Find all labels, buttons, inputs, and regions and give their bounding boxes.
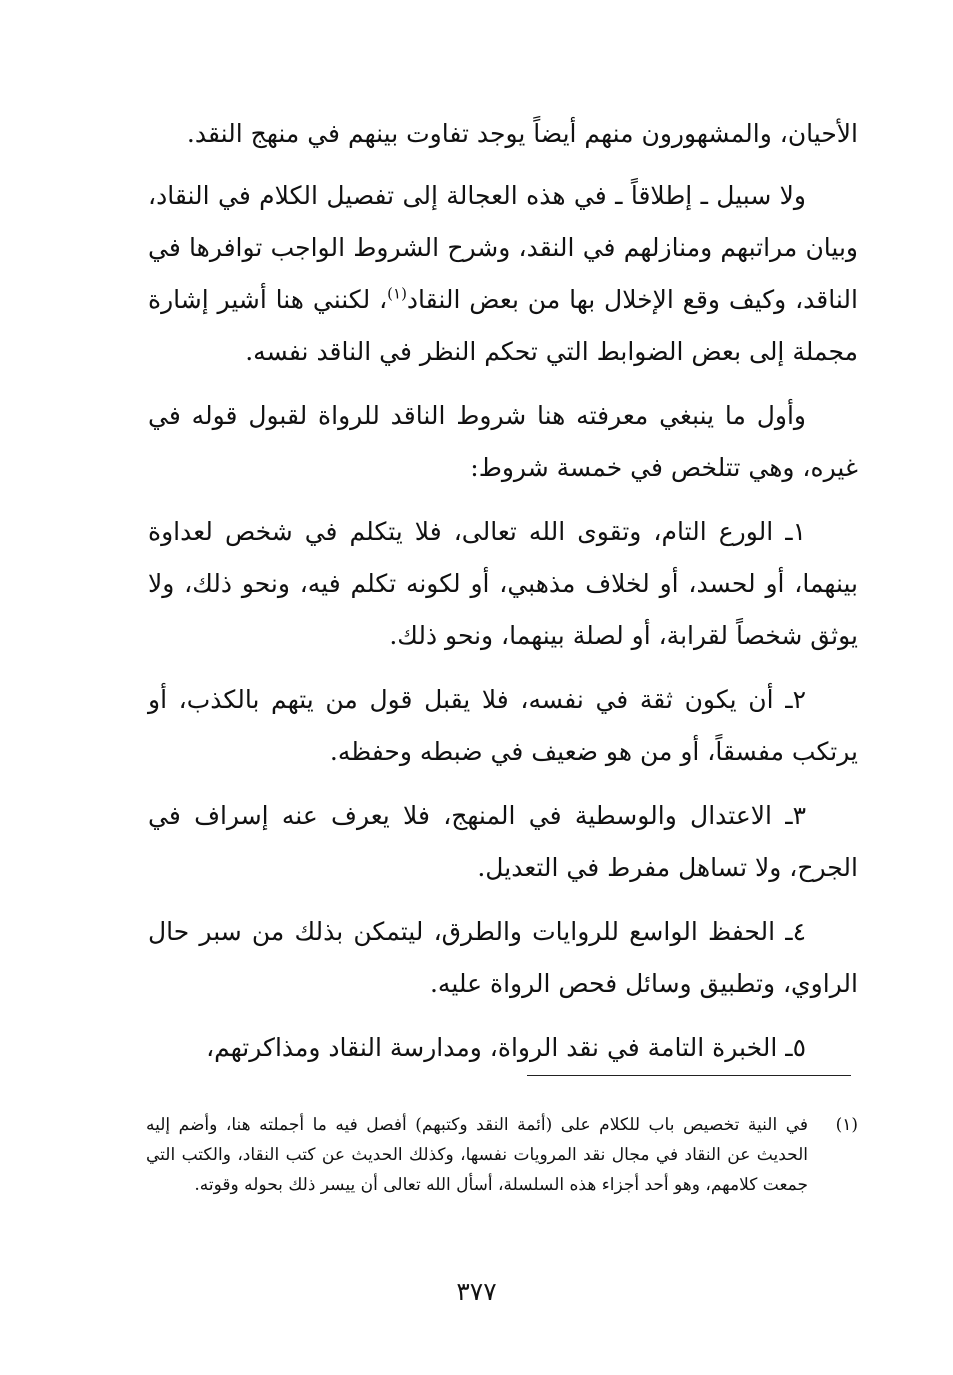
footnote-text: في النية تخصيص باب للكلام على (أئمة النقد وكتبهم) أفصل فيه ما أجملته هنا، وأضم إليه الحديث عن النقاد في مجال نقد المرويات نفسها، وكذلك الحديث عن كتب النقاد، والكتب التي جمعت كلامهم، وهو أحد أجزاء هذه السلسلة، أسأل الله تعالى أن ييسر ذلك بحوله وقوته.: [146, 1115, 808, 1195]
footnote-reference: (١): [387, 284, 407, 303]
footnote: [146, 1110, 858, 1200]
paragraph-2-tail: ، لكنني هنا أشير إشارة مجملة إلى بعض الضوابط التي تحكم النظر في الناقد نفسه.: [148, 285, 858, 366]
condition-1: ١ـ الورع التام، وتقوى الله تعالى، فلا يتكلم في شخص لعداوة بينهما، أو لحسد، أو لخلاف مذهبي، أو لكونه تكلم فيه، ونحو ذلك، ولا يوثق شخصاً لقرابة، أو لصلة بينهما، ونحو ذلك.: [148, 517, 858, 650]
paragraph-2-head: ولا سبيل ـ إطلاقاً ـ في هذه العجالة إلى تفصيل الكلام في النقاد، وبيان مراتبهم ومنازلهم في النقد، وشرح الشروط الواجب توافرها في الناقد، وكيف وقع الإخلال بها من بعض النقاد: [148, 181, 858, 314]
condition-3: ٣ـ الاعتدال والوسطية في المنهج، فلا يعرف عنه إسراف في الجرح، ولا تساهل مفرط في التعديل.: [148, 801, 858, 882]
main-text: [148, 108, 858, 1086]
footnote-marker: (١): [835, 1115, 858, 1135]
condition-4: ٤ـ الحفظ الواسع للروايات والطرق، ليتمكن بذلك من سبر حال الراوي، وتطبيق وسائل فحص الرواة عليه.: [148, 917, 858, 998]
paragraph-3: وأول ما ينبغي معرفته هنا شروط الناقد للرواة لقبول قوله في غيره، وهي تتلخص في خمسة شروط:: [148, 401, 858, 482]
page-number: ٣٧٧: [456, 1277, 497, 1306]
paragraph-1: الأحيان، والمشهورون منهم أيضاً يوجد تفاوت بينهم في منهج النقد.: [186, 119, 858, 148]
condition-5: ٥ـ الخبرة التامة في نقد الرواة، ومدارسة النقاد ومذاكرتهم،: [206, 1033, 806, 1062]
footnote-separator: [527, 1075, 851, 1076]
condition-2: ٢ـ أن يكون ثقة في نفسه، فلا يقبل قول من يتهم بالكذب، أو يرتكب مفسقاً، أو من هو ضعيف في ضبطه وحفظه.: [148, 685, 858, 766]
paragraph-2: [148, 170, 858, 378]
